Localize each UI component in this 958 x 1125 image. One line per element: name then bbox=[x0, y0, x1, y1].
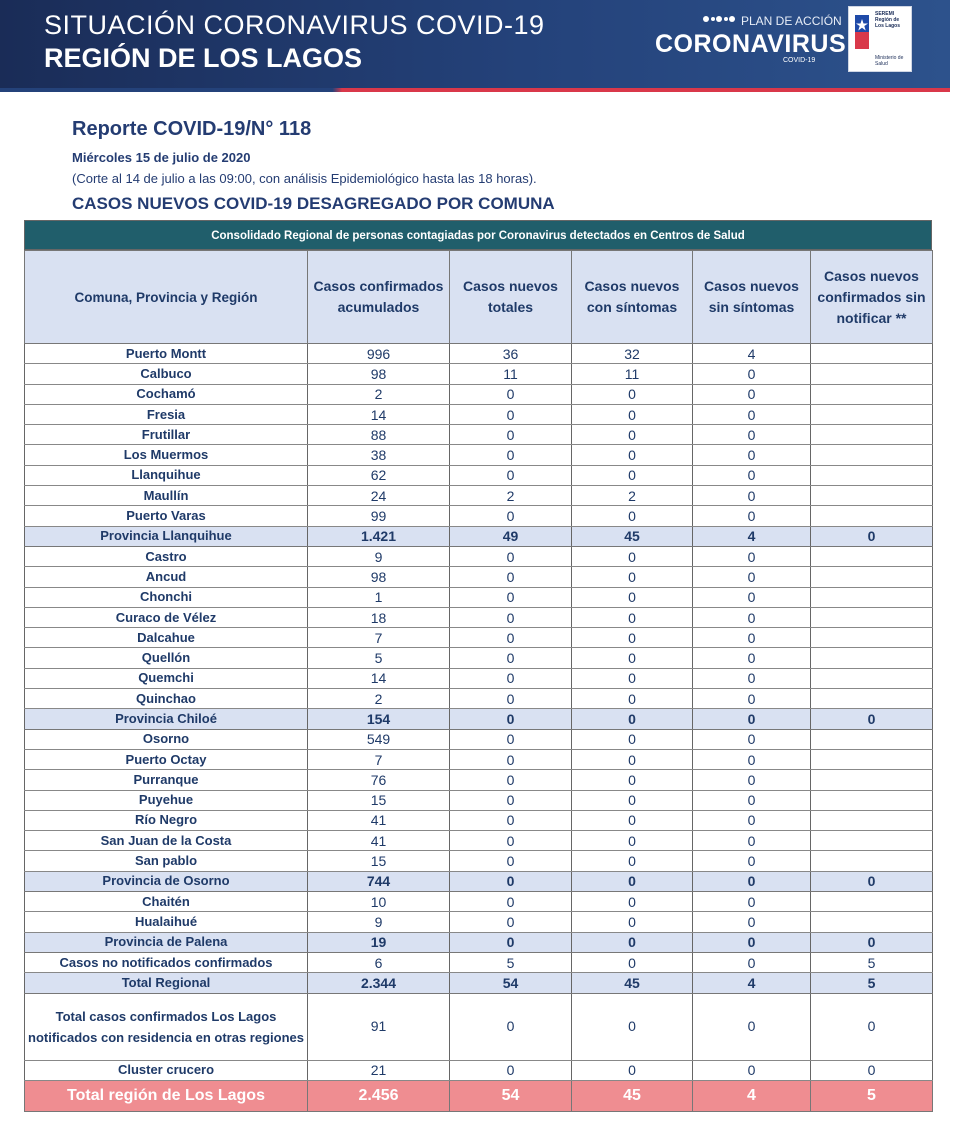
cell-comuna: Cochamó bbox=[25, 384, 308, 404]
table-row bbox=[25, 729, 933, 749]
cell-acumulados: 15 bbox=[308, 851, 450, 871]
table-row bbox=[25, 384, 933, 404]
cell-comuna: Frutillar bbox=[25, 425, 308, 445]
cell-comuna: Osorno bbox=[25, 729, 308, 749]
table-row bbox=[25, 587, 933, 607]
cell-acumulados: 2.456 bbox=[308, 1080, 450, 1111]
table-caption: Consolidado Regional de personas contagiadas por Coronavirus detectados en Centros de Salud bbox=[24, 220, 932, 250]
cell-con-sintomas: 0 bbox=[572, 729, 693, 749]
virus-dots-icon bbox=[701, 14, 737, 24]
cell-nuevos-totales: 0 bbox=[450, 689, 572, 709]
cell-sin-sintomas: 0 bbox=[693, 587, 811, 607]
cell-acumulados: 14 bbox=[308, 668, 450, 688]
cell-sin-sintomas: 0 bbox=[693, 607, 811, 627]
cell-sin-notificar bbox=[811, 892, 933, 912]
cell-comuna: Total casos confirmados Los Lagos notificados con residencia en otras regiones bbox=[25, 993, 308, 1060]
subtotal-row bbox=[25, 709, 933, 729]
cell-comuna: Los Muermos bbox=[25, 445, 308, 465]
cell-comuna: Chonchi bbox=[25, 587, 308, 607]
cell-comuna: Total región de Los Lagos bbox=[25, 1080, 308, 1111]
cell-sin-sintomas: 0 bbox=[693, 1060, 811, 1080]
cell-con-sintomas: 0 bbox=[572, 770, 693, 790]
cell-con-sintomas: 0 bbox=[572, 689, 693, 709]
cell-nuevos-totales: 0 bbox=[450, 851, 572, 871]
cell-comuna: Provincia Chiloé bbox=[25, 709, 308, 729]
table-row bbox=[25, 952, 933, 972]
cell-sin-notificar bbox=[811, 425, 933, 445]
covid-label: COVID-19 bbox=[783, 57, 816, 64]
table-row bbox=[25, 567, 933, 587]
table-row bbox=[25, 628, 933, 648]
cell-sin-sintomas: 0 bbox=[693, 465, 811, 485]
cell-sin-notificar: 0 bbox=[811, 932, 933, 952]
cell-acumulados: 14 bbox=[308, 404, 450, 424]
banner-accent-line bbox=[0, 88, 950, 92]
cell-acumulados: 76 bbox=[308, 770, 450, 790]
cell-comuna: Provincia Llanquihue bbox=[25, 526, 308, 546]
cell-nuevos-totales: 54 bbox=[450, 1080, 572, 1111]
cell-acumulados: 98 bbox=[308, 567, 450, 587]
cell-sin-sintomas: 0 bbox=[693, 364, 811, 384]
cell-con-sintomas: 2 bbox=[572, 486, 693, 506]
cell-comuna: Dalcahue bbox=[25, 628, 308, 648]
cell-acumulados: 744 bbox=[308, 871, 450, 891]
header-acumulados: Casos confirmados acumulados bbox=[308, 251, 450, 344]
cell-acumulados: 9 bbox=[308, 912, 450, 932]
cell-sin-sintomas: 0 bbox=[693, 912, 811, 932]
cell-acumulados: 41 bbox=[308, 831, 450, 851]
cell-con-sintomas: 0 bbox=[572, 831, 693, 851]
grand-total-row bbox=[25, 1080, 933, 1111]
cell-con-sintomas: 45 bbox=[572, 973, 693, 993]
cell-sin-sintomas: 0 bbox=[693, 425, 811, 445]
cell-sin-notificar: 0 bbox=[811, 871, 933, 891]
cell-sin-notificar bbox=[811, 465, 933, 485]
cell-sin-sintomas: 0 bbox=[693, 404, 811, 424]
cell-sin-sintomas: 4 bbox=[693, 344, 811, 364]
cell-nuevos-totales: 2 bbox=[450, 486, 572, 506]
cell-acumulados: 41 bbox=[308, 810, 450, 830]
cell-sin-notificar bbox=[811, 648, 933, 668]
table-row bbox=[25, 831, 933, 851]
cell-comuna: Llanquihue bbox=[25, 465, 308, 485]
cases-table bbox=[24, 250, 933, 1112]
cell-comuna: Fresia bbox=[25, 404, 308, 424]
cell-nuevos-totales: 0 bbox=[450, 810, 572, 830]
cell-sin-notificar bbox=[811, 912, 933, 932]
cell-acumulados: 88 bbox=[308, 425, 450, 445]
cell-con-sintomas: 0 bbox=[572, 425, 693, 445]
cell-comuna: Provincia de Palena bbox=[25, 932, 308, 952]
cell-nuevos-totales: 0 bbox=[450, 912, 572, 932]
header-comuna: Comuna, Provincia y Región bbox=[25, 251, 308, 344]
cell-sin-notificar: 0 bbox=[811, 709, 933, 729]
cell-sin-notificar bbox=[811, 607, 933, 627]
cell-sin-notificar bbox=[811, 810, 933, 830]
cell-comuna: Calbuco bbox=[25, 364, 308, 384]
cell-con-sintomas: 0 bbox=[572, 384, 693, 404]
cell-acumulados: 6 bbox=[308, 952, 450, 972]
cell-sin-sintomas: 0 bbox=[693, 790, 811, 810]
cell-comuna: Casos no notificados confirmados bbox=[25, 952, 308, 972]
table-row bbox=[25, 912, 933, 932]
cell-sin-notificar: 5 bbox=[811, 952, 933, 972]
cell-sin-sintomas: 0 bbox=[693, 993, 811, 1060]
cell-comuna: San Juan de la Costa bbox=[25, 831, 308, 851]
cell-acumulados: 99 bbox=[308, 506, 450, 526]
cell-con-sintomas: 0 bbox=[572, 993, 693, 1060]
cell-sin-sintomas: 0 bbox=[693, 546, 811, 566]
cell-sin-sintomas: 0 bbox=[693, 445, 811, 465]
cell-comuna: Castro bbox=[25, 546, 308, 566]
cell-sin-notificar bbox=[811, 404, 933, 424]
table-row bbox=[25, 749, 933, 769]
ministry-label: Ministerio de Salud bbox=[875, 55, 904, 67]
cell-sin-sintomas: 0 bbox=[693, 384, 811, 404]
table-row bbox=[25, 790, 933, 810]
cell-con-sintomas: 0 bbox=[572, 607, 693, 627]
cell-acumulados: 62 bbox=[308, 465, 450, 485]
table-row bbox=[25, 689, 933, 709]
plan-de-accion-logo bbox=[655, 12, 847, 67]
cell-sin-notificar bbox=[811, 668, 933, 688]
cell-acumulados: 10 bbox=[308, 892, 450, 912]
cell-con-sintomas: 0 bbox=[572, 892, 693, 912]
cell-con-sintomas: 0 bbox=[572, 587, 693, 607]
cell-con-sintomas: 32 bbox=[572, 344, 693, 364]
cell-sin-notificar: 0 bbox=[811, 526, 933, 546]
chile-flag-icon bbox=[855, 15, 869, 49]
cell-sin-notificar: 0 bbox=[811, 993, 933, 1060]
cell-comuna: Curaco de Vélez bbox=[25, 607, 308, 627]
cell-nuevos-totales: 0 bbox=[450, 607, 572, 627]
subtotal-row bbox=[25, 526, 933, 546]
cell-sin-notificar bbox=[811, 567, 933, 587]
cell-sin-notificar bbox=[811, 364, 933, 384]
cell-comuna: Provincia de Osorno bbox=[25, 871, 308, 891]
cell-acumulados: 38 bbox=[308, 445, 450, 465]
table-row bbox=[25, 892, 933, 912]
header-sin-sintomas: Casos nuevos sin síntomas bbox=[693, 251, 811, 344]
cell-con-sintomas: 0 bbox=[572, 404, 693, 424]
table-row bbox=[25, 465, 933, 485]
banner-title-line2: REGIÓN DE LOS LAGOS bbox=[44, 43, 363, 73]
cell-con-sintomas: 0 bbox=[572, 952, 693, 972]
report-date: Miércoles 15 de julio de 2020 bbox=[72, 150, 251, 165]
cell-con-sintomas: 0 bbox=[572, 790, 693, 810]
table-row bbox=[25, 486, 933, 506]
table-row bbox=[25, 364, 933, 384]
cell-con-sintomas: 0 bbox=[572, 749, 693, 769]
cell-acumulados: 21 bbox=[308, 1060, 450, 1080]
subtotal-row bbox=[25, 932, 933, 952]
cell-nuevos-totales: 0 bbox=[450, 770, 572, 790]
report-title: Reporte COVID-19/N° 118 bbox=[72, 118, 312, 140]
cell-comuna: Puerto Montt bbox=[25, 344, 308, 364]
cell-sin-notificar: 0 bbox=[811, 1060, 933, 1080]
cell-con-sintomas: 0 bbox=[572, 932, 693, 952]
cell-sin-notificar: 5 bbox=[811, 973, 933, 993]
table-row bbox=[25, 1060, 933, 1080]
cell-acumulados: 549 bbox=[308, 729, 450, 749]
table-row bbox=[25, 770, 933, 790]
subtotal-row bbox=[25, 871, 933, 891]
cell-nuevos-totales: 0 bbox=[450, 648, 572, 668]
cell-con-sintomas: 0 bbox=[572, 465, 693, 485]
subtotal-row bbox=[25, 973, 933, 993]
cell-sin-sintomas: 0 bbox=[693, 810, 811, 830]
cell-acumulados: 19 bbox=[308, 932, 450, 952]
cell-sin-notificar bbox=[811, 749, 933, 769]
cell-nuevos-totales: 0 bbox=[450, 729, 572, 749]
cell-con-sintomas: 0 bbox=[572, 546, 693, 566]
cell-nuevos-totales: 36 bbox=[450, 344, 572, 364]
cell-sin-notificar: 5 bbox=[811, 1080, 933, 1111]
cell-comuna: San pablo bbox=[25, 851, 308, 871]
cell-nuevos-totales: 0 bbox=[450, 668, 572, 688]
table-row bbox=[25, 648, 933, 668]
cell-nuevos-totales: 11 bbox=[450, 364, 572, 384]
cell-sin-notificar bbox=[811, 790, 933, 810]
cell-comuna: Chaitén bbox=[25, 892, 308, 912]
cell-comuna: Quinchao bbox=[25, 689, 308, 709]
cell-sin-notificar bbox=[811, 689, 933, 709]
cell-con-sintomas: 0 bbox=[572, 668, 693, 688]
table-row bbox=[25, 546, 933, 566]
cell-comuna: Maullín bbox=[25, 486, 308, 506]
cell-nuevos-totales: 0 bbox=[450, 932, 572, 952]
cell-sin-sintomas: 0 bbox=[693, 851, 811, 871]
cell-nuevos-totales: 0 bbox=[450, 445, 572, 465]
table-row bbox=[25, 668, 933, 688]
table-row bbox=[25, 344, 933, 364]
cell-sin-sintomas: 0 bbox=[693, 831, 811, 851]
cell-sin-sintomas: 0 bbox=[693, 506, 811, 526]
header-con-sintomas: Casos nuevos con síntomas bbox=[572, 251, 693, 344]
cell-sin-notificar bbox=[811, 506, 933, 526]
cell-acumulados: 7 bbox=[308, 628, 450, 648]
cell-sin-sintomas: 0 bbox=[693, 648, 811, 668]
cell-acumulados: 24 bbox=[308, 486, 450, 506]
header-sin-notificar: Casos nuevos confirmados sin notificar ** bbox=[811, 251, 933, 344]
cell-nuevos-totales: 0 bbox=[450, 871, 572, 891]
table-row bbox=[25, 810, 933, 830]
cell-con-sintomas: 0 bbox=[572, 810, 693, 830]
cell-sin-notificar bbox=[811, 831, 933, 851]
cell-acumulados: 1.421 bbox=[308, 526, 450, 546]
cell-nuevos-totales: 0 bbox=[450, 384, 572, 404]
cell-sin-notificar bbox=[811, 384, 933, 404]
cell-sin-notificar bbox=[811, 486, 933, 506]
cell-acumulados: 2 bbox=[308, 689, 450, 709]
cell-nuevos-totales: 0 bbox=[450, 993, 572, 1060]
cell-sin-sintomas: 0 bbox=[693, 932, 811, 952]
cell-sin-sintomas: 0 bbox=[693, 952, 811, 972]
cell-acumulados: 154 bbox=[308, 709, 450, 729]
cell-sin-sintomas: 0 bbox=[693, 749, 811, 769]
cell-sin-notificar bbox=[811, 587, 933, 607]
cell-sin-notificar bbox=[811, 344, 933, 364]
cell-sin-sintomas: 0 bbox=[693, 486, 811, 506]
cell-nuevos-totales: 0 bbox=[450, 831, 572, 851]
cell-sin-sintomas: 4 bbox=[693, 973, 811, 993]
cell-sin-notificar bbox=[811, 445, 933, 465]
cell-acumulados: 91 bbox=[308, 993, 450, 1060]
table-row bbox=[25, 506, 933, 526]
cell-con-sintomas: 0 bbox=[572, 628, 693, 648]
cell-nuevos-totales: 49 bbox=[450, 526, 572, 546]
cell-sin-notificar bbox=[811, 851, 933, 871]
gobierno-logo bbox=[848, 6, 912, 72]
cell-acumulados: 2 bbox=[308, 384, 450, 404]
cell-sin-sintomas: 0 bbox=[693, 689, 811, 709]
cell-sin-notificar bbox=[811, 729, 933, 749]
cell-nuevos-totales: 0 bbox=[450, 404, 572, 424]
cell-sin-sintomas: 0 bbox=[693, 871, 811, 891]
cell-sin-sintomas: 4 bbox=[693, 1080, 811, 1111]
cell-acumulados: 18 bbox=[308, 607, 450, 627]
cell-comuna: Quemchi bbox=[25, 668, 308, 688]
cell-sin-notificar bbox=[811, 628, 933, 648]
table-row bbox=[25, 404, 933, 424]
cell-nuevos-totales: 0 bbox=[450, 465, 572, 485]
cell-comuna: Ancud bbox=[25, 567, 308, 587]
cell-sin-sintomas: 0 bbox=[693, 770, 811, 790]
cell-nuevos-totales: 0 bbox=[450, 749, 572, 769]
cell-sin-notificar bbox=[811, 770, 933, 790]
cell-sin-sintomas: 0 bbox=[693, 567, 811, 587]
cell-nuevos-totales: 0 bbox=[450, 546, 572, 566]
banner-title-line1: SITUACIÓN CORONAVIRUS COVID-19 bbox=[44, 10, 545, 40]
cell-sin-sintomas: 4 bbox=[693, 526, 811, 546]
cell-acumulados: 996 bbox=[308, 344, 450, 364]
cell-nuevos-totales: 0 bbox=[450, 892, 572, 912]
cell-con-sintomas: 0 bbox=[572, 1060, 693, 1080]
cell-comuna: Cluster crucero bbox=[25, 1060, 308, 1080]
cell-con-sintomas: 11 bbox=[572, 364, 693, 384]
cell-comuna: Puerto Varas bbox=[25, 506, 308, 526]
cell-comuna: Quellón bbox=[25, 648, 308, 668]
cell-con-sintomas: 0 bbox=[572, 709, 693, 729]
cell-sin-sintomas: 0 bbox=[693, 709, 811, 729]
cell-sin-notificar bbox=[811, 546, 933, 566]
cell-sin-sintomas: 0 bbox=[693, 729, 811, 749]
header-nuevos-totales: Casos nuevos totales bbox=[450, 251, 572, 344]
plan-label: PLAN DE ACCIÓN bbox=[741, 14, 842, 28]
cell-nuevos-totales: 0 bbox=[450, 506, 572, 526]
cell-comuna: Hualaihué bbox=[25, 912, 308, 932]
cell-con-sintomas: 0 bbox=[572, 506, 693, 526]
table-row bbox=[25, 425, 933, 445]
cell-sin-sintomas: 0 bbox=[693, 628, 811, 648]
table-row bbox=[25, 851, 933, 871]
cell-con-sintomas: 0 bbox=[572, 445, 693, 465]
header-banner bbox=[0, 0, 950, 92]
table-body bbox=[25, 344, 933, 1112]
table-row bbox=[25, 445, 933, 465]
cell-comuna: Total Regional bbox=[25, 973, 308, 993]
cell-acumulados: 1 bbox=[308, 587, 450, 607]
cell-nuevos-totales: 5 bbox=[450, 952, 572, 972]
cell-nuevos-totales: 0 bbox=[450, 1060, 572, 1080]
cell-con-sintomas: 0 bbox=[572, 851, 693, 871]
coronavirus-wordmark: CORONAVIRUS bbox=[655, 30, 847, 58]
report-note: (Corte al 14 de julio a las 09:00, con análisis Epidemiológico hasta las 18 horas). bbox=[72, 171, 537, 186]
cases-table-container bbox=[24, 220, 932, 1112]
cell-nuevos-totales: 0 bbox=[450, 587, 572, 607]
cell-con-sintomas: 0 bbox=[572, 871, 693, 891]
cell-comuna: Puerto Octay bbox=[25, 749, 308, 769]
cell-acumulados: 98 bbox=[308, 364, 450, 384]
cell-con-sintomas: 0 bbox=[572, 912, 693, 932]
section-title: CASOS NUEVOS COVID-19 DESAGREGADO POR COMUNA bbox=[72, 194, 555, 213]
cell-nuevos-totales: 0 bbox=[450, 790, 572, 810]
table-header-row bbox=[25, 251, 933, 344]
cell-nuevos-totales: 0 bbox=[450, 628, 572, 648]
cell-comuna: Río Negro bbox=[25, 810, 308, 830]
table-row bbox=[25, 607, 933, 627]
cell-con-sintomas: 45 bbox=[572, 526, 693, 546]
cell-comuna: Puyehue bbox=[25, 790, 308, 810]
cell-acumulados: 9 bbox=[308, 546, 450, 566]
cell-nuevos-totales: 0 bbox=[450, 567, 572, 587]
seremi-label: SEREMI Región de Los Lagos bbox=[875, 11, 901, 29]
cell-acumulados: 2.344 bbox=[308, 973, 450, 993]
cell-acumulados: 5 bbox=[308, 648, 450, 668]
cell-sin-sintomas: 0 bbox=[693, 892, 811, 912]
cell-acumulados: 15 bbox=[308, 790, 450, 810]
cell-nuevos-totales: 54 bbox=[450, 973, 572, 993]
cell-acumulados: 7 bbox=[308, 749, 450, 769]
cell-con-sintomas: 0 bbox=[572, 648, 693, 668]
cell-con-sintomas: 0 bbox=[572, 567, 693, 587]
cell-sin-sintomas: 0 bbox=[693, 668, 811, 688]
cell-comuna: Purranque bbox=[25, 770, 308, 790]
table-row bbox=[25, 993, 933, 1060]
cell-con-sintomas: 45 bbox=[572, 1080, 693, 1111]
cell-nuevos-totales: 0 bbox=[450, 709, 572, 729]
cell-nuevos-totales: 0 bbox=[450, 425, 572, 445]
